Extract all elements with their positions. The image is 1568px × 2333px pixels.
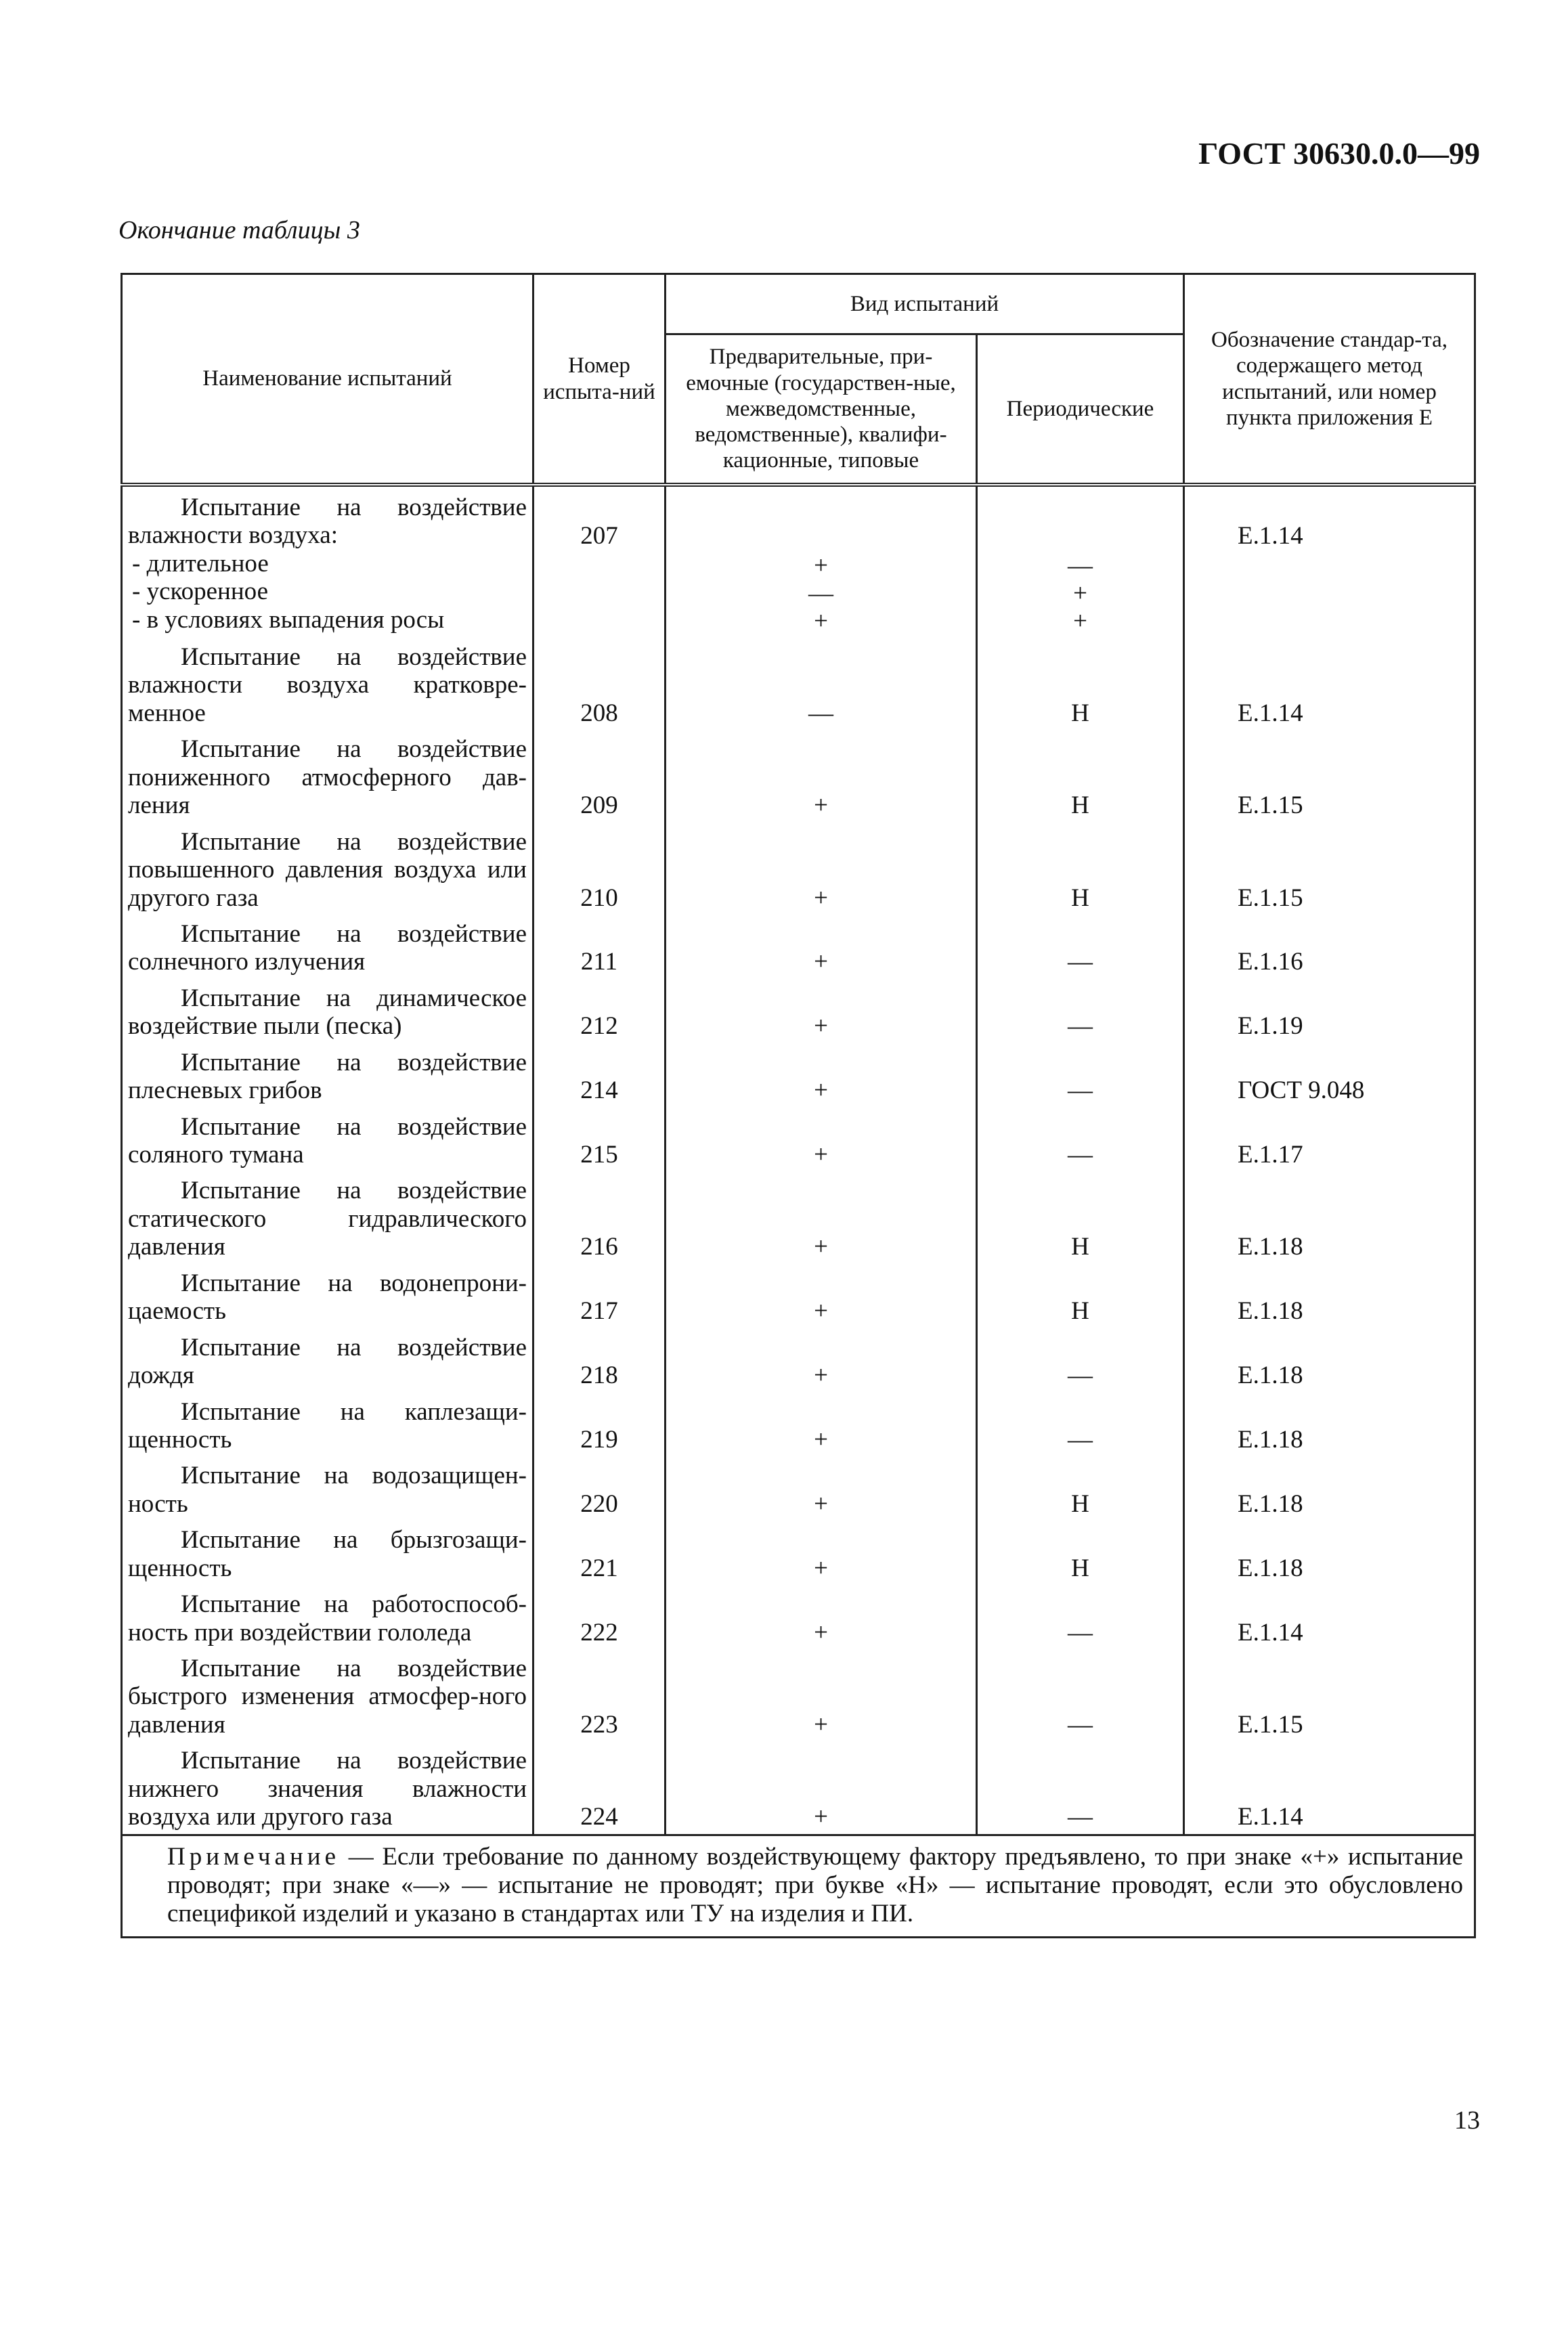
table-row [122,1108,1475,1172]
row-preliminary: + [666,1741,977,1835]
row-reference: Е.1.17 [1184,1108,1475,1172]
row-reference: Е.1.18 [1184,1264,1475,1328]
table-row [122,1393,1475,1457]
row-reference: Е.1.15 [1184,730,1475,822]
row-number: 219 [533,1393,666,1457]
table-row [122,823,1475,915]
row-name: Испытание на воздействие статического гидравлического давления [122,1171,533,1263]
row-number: 221 [533,1521,666,1585]
header-reference: Обозначение стандар-та, содержащего метод испытаний, или номер пункта приложения Е [1184,274,1475,485]
row-number: 215 [533,1108,666,1172]
row-reference: Е.1.15 [1184,1649,1475,1741]
row-periodic: Н [977,730,1184,822]
row-name: Испытание на динамическое воздействие пыли (песка) [122,979,533,1043]
table-row [122,1585,1475,1649]
row-periodic: — [977,1328,1184,1393]
table-caption: Окончание таблицы 3 [118,216,360,244]
row-reference: Е.1.18 [1184,1456,1475,1521]
row-number: 223 [533,1649,666,1741]
row-number: 212 [533,979,666,1043]
row-preliminary: + [666,915,977,979]
row-periodic: Н [977,1264,1184,1328]
row-preliminary: + [666,730,977,822]
row-preliminary: + [666,1171,977,1263]
table-row [122,730,1475,822]
row-periodic: Н [977,1171,1184,1263]
table-body [122,485,1475,1835]
row-preliminary: + [666,1264,977,1328]
row-periodic: — [977,915,1184,979]
row-periodic: — [977,1043,1184,1108]
row-name: Испытание на воздействие повышенного давления воздуха или другого газа [122,823,533,915]
row-reference: Е.1.15 [1184,823,1475,915]
row-reference: Е.1.14 [1184,1585,1475,1649]
row-name: Испытание на воздействие дождя [122,1328,533,1393]
row-periodic: Н [977,638,1184,730]
row-name: Испытание на работоспособ-ность при воздействии гололеда [122,1585,533,1649]
subitem-label: - длительное [132,549,269,577]
table-row [122,1741,1475,1835]
row-reference: Е.1.18 [1184,1171,1475,1263]
row-periodic: — [977,1585,1184,1649]
note-text: — Если требование по данному воздействующему фактору предъявлено, то при знаке «+» испытание проводят; при знаке «—» — испытание не проводят; при букве «Н» — испытание проводят, если это обусловлено спецификой изделий и указано в стандартах или ТУ на изделия и ПИ. [167,1842,1463,1927]
row-reference: Е.1.16 [1184,915,1475,979]
row-name: Испытание на воздействие влажности воздуха: - длительное - ускоренное - в условиях выпадения росы [122,485,533,638]
subitem-label: - ускоренное [132,577,268,606]
note-label: Примечание [167,1842,340,1871]
row-number: 210 [533,823,666,915]
table-row-207 [122,485,1475,638]
row-preliminary: + [666,1328,977,1393]
row-name: Испытание на водозащищен-ность [122,1456,533,1521]
row-reference: Е.1.14 [1184,1741,1475,1835]
table-row [122,1328,1475,1393]
row-reference: Е.1.18 [1184,1521,1475,1585]
page-number: 13 [1454,2106,1480,2135]
row-preliminary: + [666,823,977,915]
row-number: 207 [533,485,666,638]
row-preliminary: + [666,1043,977,1108]
table-row [122,915,1475,979]
row-number: 211 [533,915,666,979]
row-periodic: Н [977,823,1184,915]
row-preliminary: + [666,979,977,1043]
row-preliminary: + [666,1456,977,1521]
row-reference: Е.1.19 [1184,979,1475,1043]
row-name: Испытание на брызгозащи-щенность [122,1521,533,1585]
row-reference: Е.1.18 [1184,1328,1475,1393]
row-periodic: — [977,1741,1184,1835]
row-periodic: — [977,1108,1184,1172]
row-name: Испытание на воздействие соляного тумана [122,1108,533,1172]
row-name: Испытание на воздействие плесневых грибов [122,1043,533,1108]
header-test-type: Вид испытаний [666,274,1184,334]
row-preliminary: — [666,638,977,730]
row-preliminary: + [666,1521,977,1585]
row-reference: ГОСТ 9.048 [1184,1043,1475,1108]
table-row [122,1456,1475,1521]
row-name: Испытание на воздействие быстрого изменения атмосфер-ного давления [122,1649,533,1741]
row-number: 216 [533,1171,666,1263]
row-name: Испытание на воздействие влажности воздуха кратковре-менное [122,638,533,730]
row-number: 222 [533,1585,666,1649]
header-name: Наименование испытаний [122,274,533,485]
row-number: 218 [533,1328,666,1393]
table-row [122,1264,1475,1328]
row-number: 214 [533,1043,666,1108]
row-periodic: — + + [977,485,1184,638]
table-row [122,1043,1475,1108]
header-preliminary: Предварительные, при-емочные (государствен-ные, межведомственные, ведомственные), квалифи-кационные, типовые [666,334,977,485]
row-number: 217 [533,1264,666,1328]
row-periodic: Н [977,1456,1184,1521]
row-reference: Е.1.18 [1184,1393,1475,1457]
row-number: 220 [533,1456,666,1521]
table-row [122,1171,1475,1263]
row-periodic: — [977,1649,1184,1741]
row-name: Испытание на каплезащи-щенность [122,1393,533,1457]
row-name: Испытание на воздействие пониженного атмосферного дав-ления [122,730,533,822]
row-preliminary: + [666,1585,977,1649]
row-number: 208 [533,638,666,730]
table-row [122,1649,1475,1741]
row-reference: Е.1.14 [1184,638,1475,730]
standard-designation: ГОСТ 30630.0.0—99 [1198,136,1480,171]
row-name: Испытание на водонепрони-цаемость [122,1264,533,1328]
row-number: 224 [533,1741,666,1835]
row-periodic: — [977,979,1184,1043]
table-row [122,638,1475,730]
row-preliminary: + — + [666,485,977,638]
row-periodic: — [977,1393,1184,1457]
row-preliminary: + [666,1108,977,1172]
row-name: Испытание на воздействие нижнего значения влажности воздуха или другого газа [122,1741,533,1835]
row-reference: Е.1.14 [1184,485,1475,638]
header-number: Номер испыта-ний [533,274,666,485]
row-preliminary: + [666,1649,977,1741]
row-periodic: Н [977,1521,1184,1585]
row-preliminary: + [666,1393,977,1457]
subitem-label: - в условиях выпадения росы [132,605,445,634]
header-periodic: Периодические [977,334,1184,485]
row-name: Испытание на воздействие солнечного излучения [122,915,533,979]
table-note [122,1835,1475,1938]
table-row [122,1521,1475,1585]
table-row [122,979,1475,1043]
row-number: 209 [533,730,666,822]
test-table [121,273,1476,1938]
